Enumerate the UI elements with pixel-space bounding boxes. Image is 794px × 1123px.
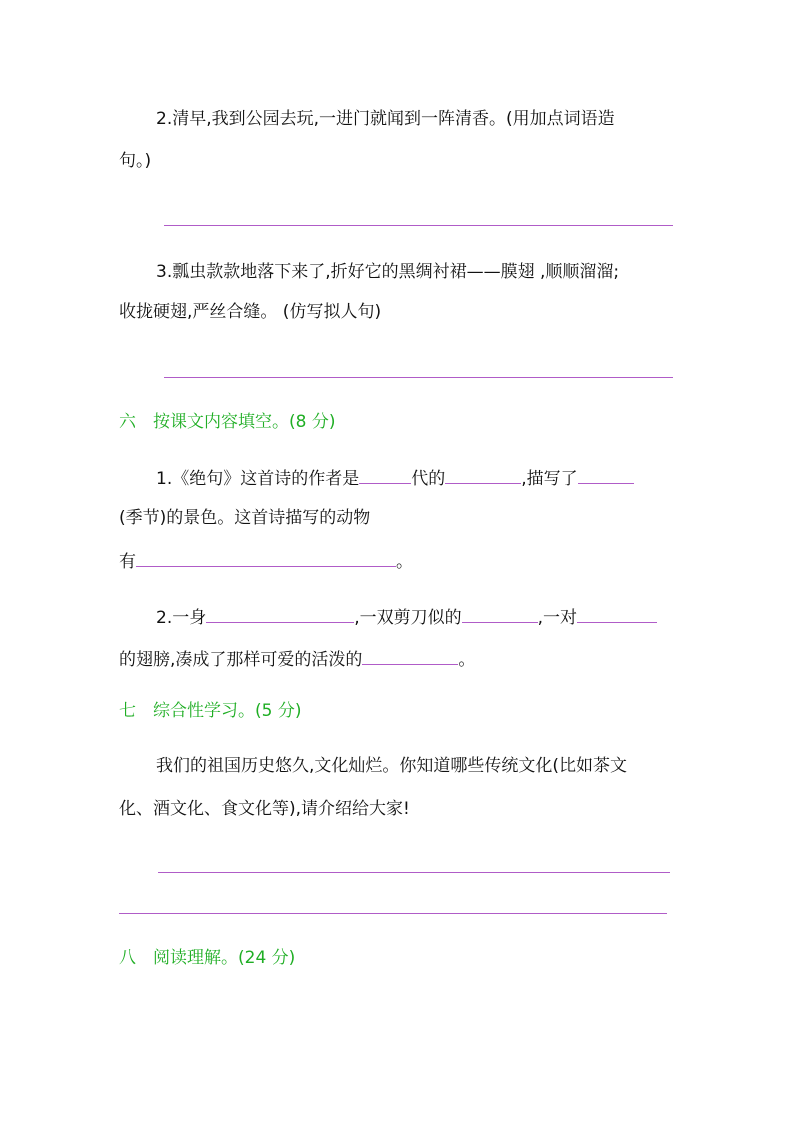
blank-wings[interactable]	[577, 606, 657, 623]
section6-item1-text-e: 有	[119, 552, 136, 572]
section7-heading: 七 综合性学习。(5 分)	[119, 701, 302, 721]
blank-author[interactable]	[445, 467, 521, 484]
section6-item1-text-b: 代的	[411, 469, 446, 489]
answer-line-q5-item3[interactable]	[164, 377, 673, 378]
section7-line1: 我们的祖国历史悠久,文化灿烂。你知道哪些传统文化(比如茶文	[156, 756, 628, 776]
section6-heading: 六 按课文内容填空。(8 分)	[119, 412, 336, 432]
section6-item1-text-a: 1.《绝句》这首诗的作者是	[156, 469, 360, 489]
q5-item2-line1: 2.清早,我到公园去玩,一进门就闻到一阵清香。(用加点词语造	[156, 109, 615, 129]
section6-item2-line1	[156, 606, 657, 628]
answer-line-q5-item2[interactable]	[164, 225, 673, 226]
section6-item1-line3	[119, 550, 413, 572]
blank-animals[interactable]	[136, 550, 396, 567]
section6-item1-text-c: ,描写了	[521, 469, 578, 489]
section6-item1-text-f: 。	[396, 552, 413, 572]
section6-item2-text-a: 2.一身	[156, 608, 207, 628]
answer-line-section7-2[interactable]	[119, 913, 667, 914]
section6-item2-text-c: ,一对	[537, 608, 578, 628]
section6-item2-line2	[119, 648, 475, 670]
section6-item1-line1	[156, 467, 634, 489]
blank-dynasty[interactable]	[359, 467, 411, 484]
section6-item1-line2: (季节)的景色。这首诗描写的动物	[119, 508, 371, 528]
q5-item2-line2: 句。)	[119, 151, 152, 171]
blank-tail[interactable]	[462, 606, 538, 623]
section6-item2-text-d: 的翅膀,凑成了那样可爱的活泼的	[119, 650, 363, 670]
q5-item3-line1: 3.瓢虫款款地落下来了,折好它的黑绸衬裙——膜翅 ,顺顺溜溜;	[156, 262, 620, 282]
blank-feathers[interactable]	[206, 606, 354, 623]
q5-item3-line2: 收拢硬翅,严丝合缝。 (仿写拟人句)	[119, 302, 382, 322]
section6-item2-text-b: ,一双剪刀似的	[354, 608, 462, 628]
blank-season[interactable]	[578, 467, 634, 484]
section7-line2: 化、酒文化、食文化等),请介绍给大家!	[119, 799, 410, 819]
section6-item2-text-e: 。	[458, 650, 476, 670]
blank-swallow[interactable]	[362, 648, 458, 665]
section8-heading: 八 阅读理解。(24 分)	[119, 948, 296, 968]
answer-line-section7-1[interactable]	[158, 872, 670, 873]
